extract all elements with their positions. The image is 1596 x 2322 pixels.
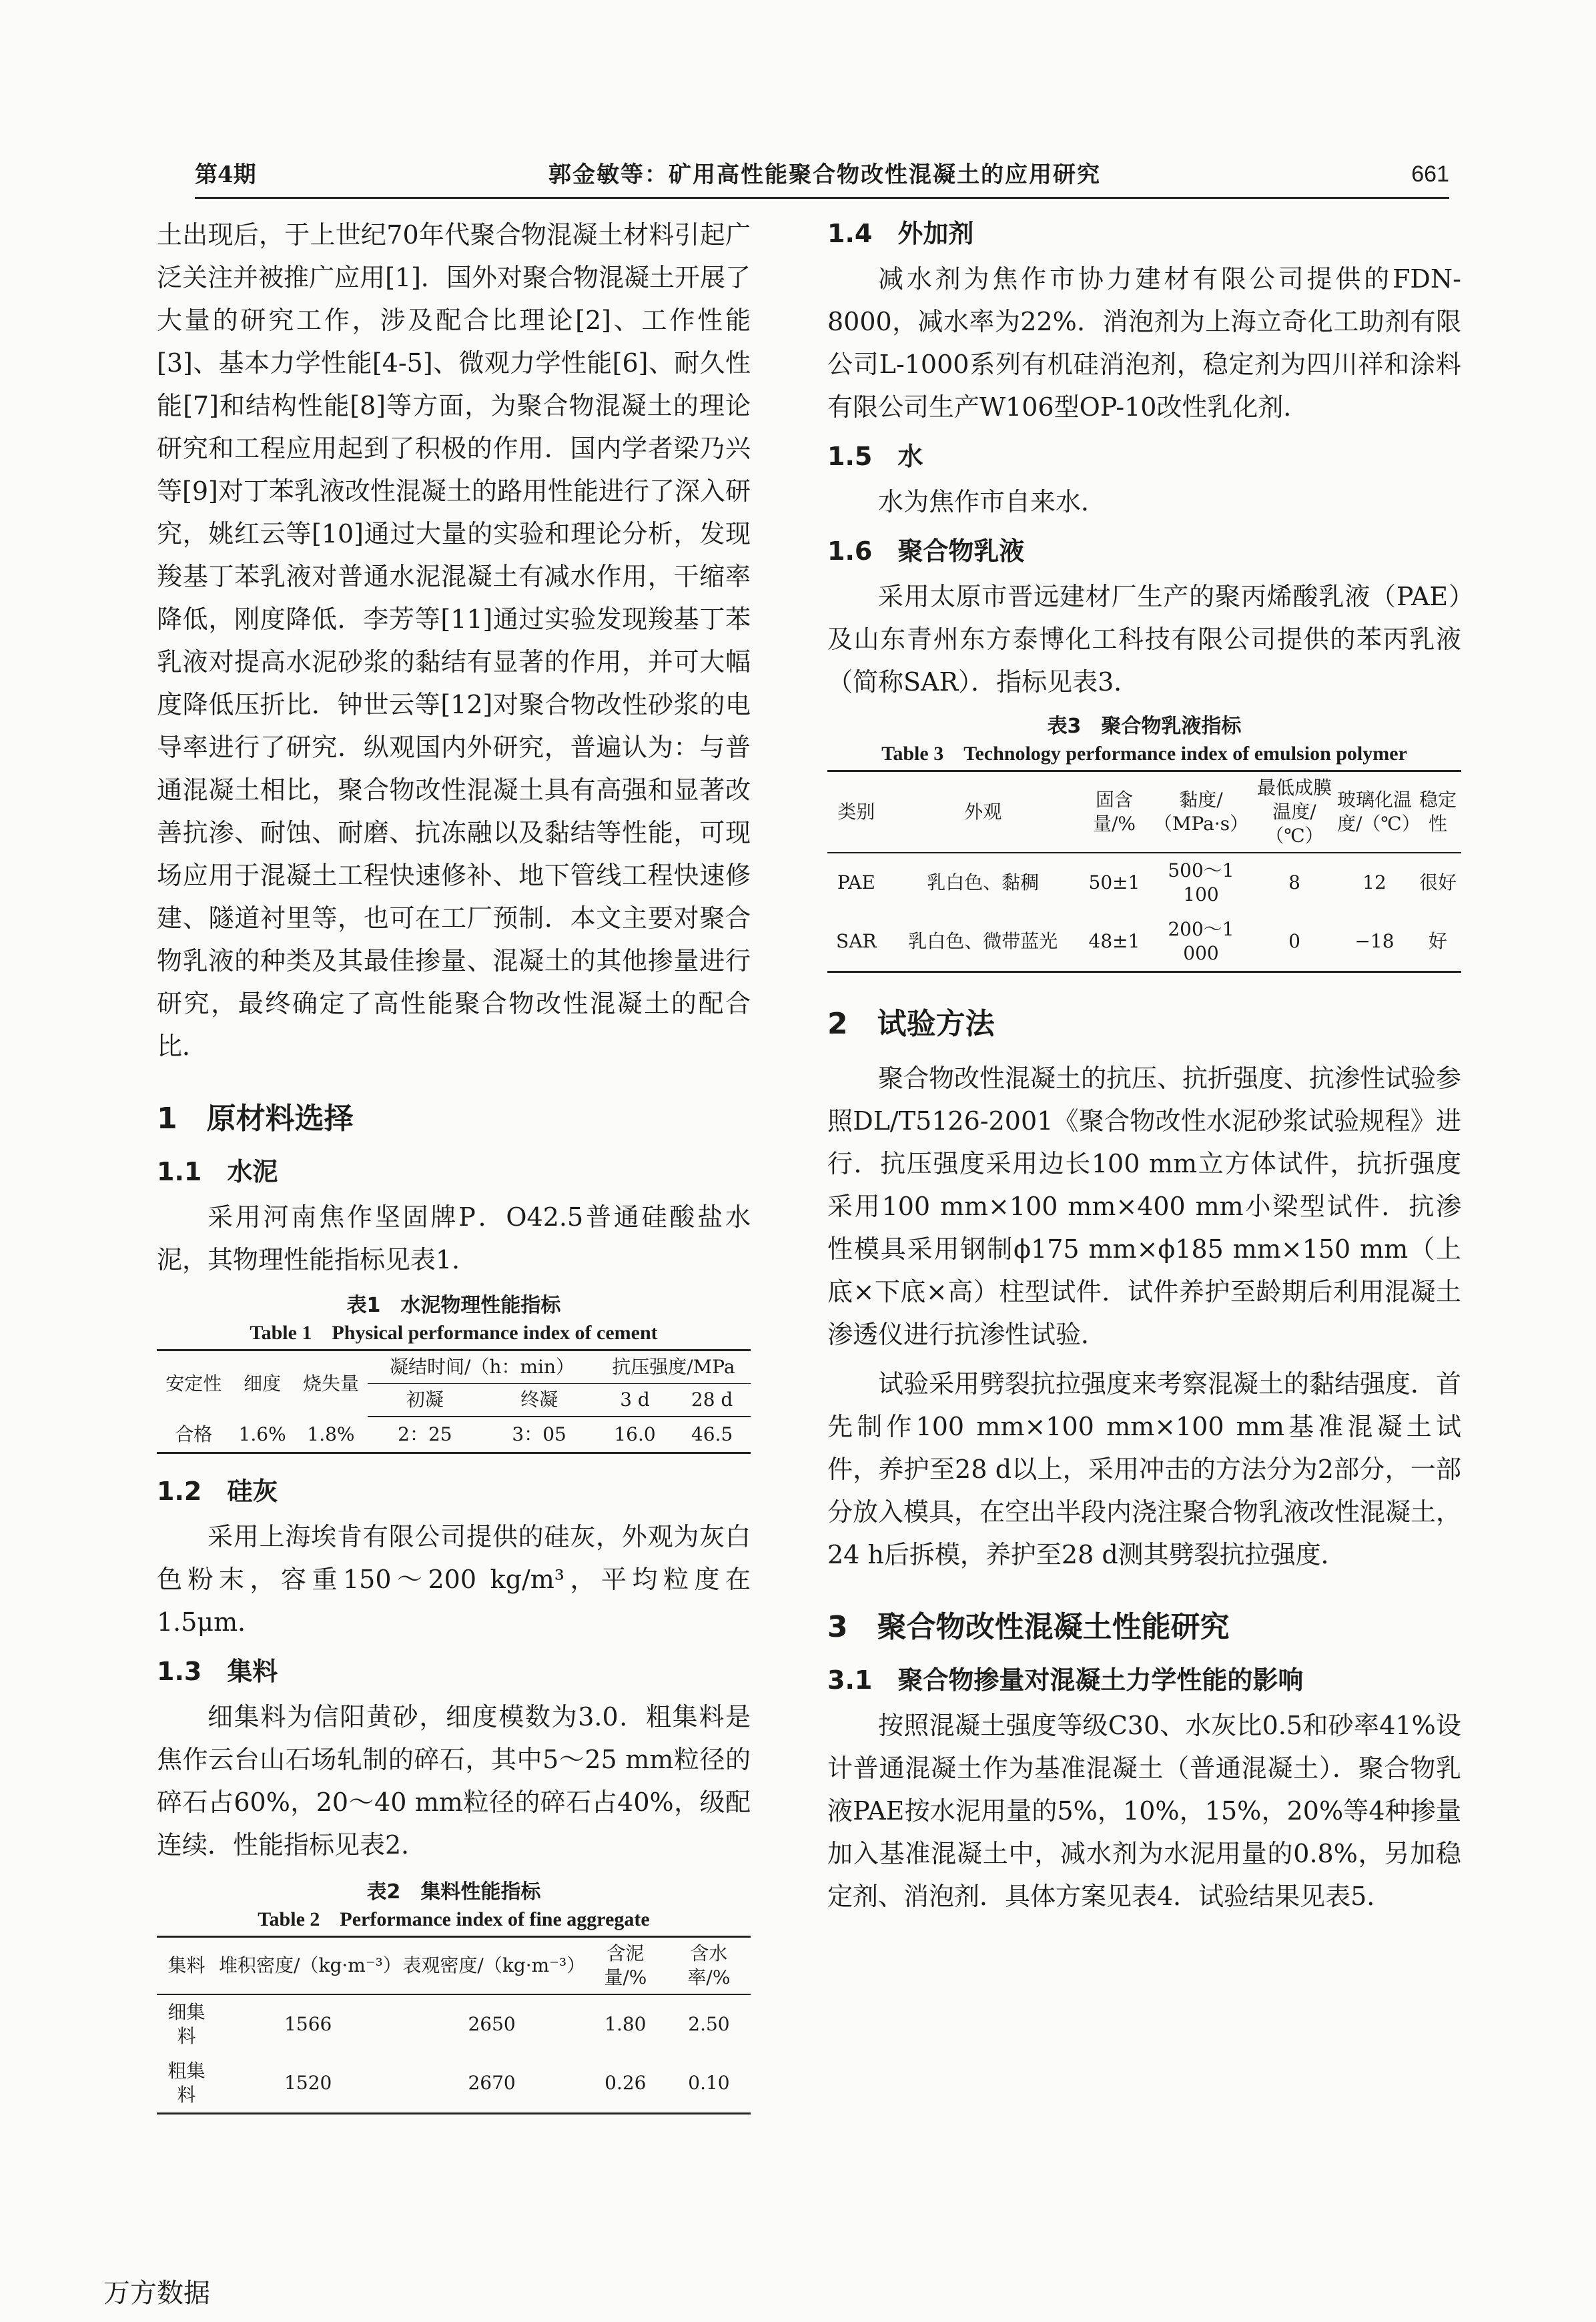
table-cell: 1.80	[605, 2013, 647, 2035]
table-2	[157, 1878, 751, 2114]
table-cell: 细集料	[167, 2001, 206, 2047]
table-cell: 很好	[1419, 871, 1457, 893]
table-header: 细度	[244, 1373, 282, 1395]
table-cell: 500～1 100	[1168, 859, 1234, 905]
table-cell: 1566	[284, 2013, 332, 2035]
table-header: 外观	[885, 771, 1081, 853]
table-header: 安定性	[165, 1373, 222, 1395]
table-row	[827, 853, 1461, 912]
emulsion-paragraph: 采用太原市晋远建材厂生产的聚丙烯酸乳液（PAE）及山东青州东方泰博化工科技有限公司提供的苯丙乳液（简称SAR）．指标见表3．	[827, 582, 1461, 697]
table-header: 集料	[157, 1937, 216, 1995]
running-title: 郭金敏等：矿用高性能聚合物改性混凝土的应用研究	[548, 161, 1101, 188]
issue-number: 第4期	[195, 161, 256, 188]
subsection-3-1-heading: 3.1 聚合物掺量对混凝土力学性能的影响	[827, 1665, 1304, 1695]
table-cell: 46.5	[691, 1423, 733, 1445]
table-header: 固含量/%	[1081, 771, 1148, 853]
table-1	[157, 1292, 751, 1454]
table-cell: 1.8%	[307, 1423, 355, 1445]
table-cell: 3：05	[512, 1423, 566, 1445]
table-cell: PAE	[837, 871, 875, 893]
test-method-paragraph-1: 聚合物改性混凝土的抗压、抗折强度、抗渗性试验参照DL/T5126-2001《聚合物改性水泥砂浆试验规程》进行．抗压强度采用边长100 mm立方体试件，抗折强度采用100 mm×100 mm×400 mm小梁型试件．抗渗性模具采用钢制ϕ175 mm×ϕ185 mm×150 mm（上底×下底×高）柱型试件．试件养护至龄期后利用混凝土渗透仪进行抗渗性试验．	[827, 1064, 1462, 1349]
admixture-paragraph: 减水剂为焦作市协力建材有限公司提供的FDN-8000，减水率为22%．消泡剂为上海立奇化工助剂有限公司L-1000系列有机硅消泡剂，稳定剂为四川祥和涂料有限公司生产W106型OP-10改性乳化剂．	[827, 264, 1461, 422]
table-1-grid	[157, 1349, 751, 1454]
left-column	[157, 214, 751, 2132]
test-method-paragraph-2: 试验采用劈裂抗拉强度来考察混凝土的黏结强度．首先制作100 mm×100 mm×100 mm基准混凝土试件，养护至28 d以上，采用冲击的方法分为2部分，一部分放入模具，在空出半段内浇注聚合物乳液改性混凝土，24 h后拆模，养护至28 d测其劈裂抗拉强度．	[827, 1369, 1462, 1569]
page-number: 661	[1411, 161, 1449, 187]
table-header: 堆积密度/（kg·m⁻³）	[216, 1937, 400, 1995]
table-cell: 2.50	[688, 2013, 730, 2035]
table-header: 抗压强度/MPa	[596, 1350, 751, 1384]
table-cell: 0.10	[688, 2072, 730, 2094]
intro-paragraph: 土出现后，于上世纪70年代聚合物混凝土材料引起广泛关注并被推广应用[1]．国外对聚合物混凝土开展了大量的研究工作，涉及配合比理论[2]、工作性能[3]、基本力学性能[4-5]、微观力学性能[6]、耐久性能[7]和结构性能[8]等方面，为聚合物混凝土的理论研究和工程应用起到了积极的作用．国内学者梁乃兴等[9]对丁苯乳液改性混凝土的路用性能进行了深入研究，姚红云等[10]通过大量的实验和理论分析，发现羧基丁苯乳液对普通水泥混凝土有减水作用，干缩率降低，刚度降低．李芳等[11]通过实验发现羧基丁苯乳液对提高水泥砂浆的黏结有显著的作用，并可大幅度降低压折比．钟世云等[12]对聚合物改性砂浆的电导率进行了研究．纵观国内外研究，普遍认为：与普通混凝土相比，聚合物改性混凝土具有高强和显著改善抗渗、耐蚀、耐磨、抗冻融以及黏结等性能，可现场应用于混凝土工程快速修补、地下管线工程快速修建、隧道衬里等，也可在工厂预制．本文主要对聚合物乳液的种类及其最佳掺量、混凝土的其他掺量进行研究，最终确定了高性能聚合物改性混凝土的配合比．	[157, 220, 751, 1061]
section-2-heading: 2 试验方法	[827, 1007, 995, 1041]
table-header: 烧失量	[302, 1373, 359, 1395]
table-header: 终凝	[482, 1384, 596, 1417]
silica-fume-paragraph: 采用上海埃肯有限公司提供的硅灰，外观为灰白色粉末，容重150～200 kg/m³，平均粒度在1.5μm．	[157, 1522, 751, 1637]
table-header: 含水率/%	[667, 1937, 751, 1995]
table-header: 凝结时间/（h：min）	[368, 1350, 596, 1384]
subsection-1-1-heading: 1.1 水泥	[157, 1157, 278, 1186]
aggregate-paragraph: 细集料为信阳黄砂，细度模数为3.0．粗集料是焦作云台山石场轧制的碎石，其中5～25 mm粒径的碎石占60%，20～40 mm粒径的碎石占40%，级配连续．性能指标见表2．	[157, 1702, 751, 1860]
subsection-1-2-heading: 1.2 硅灰	[157, 1477, 278, 1506]
section-3-heading: 3 聚合物改性混凝土性能研究	[827, 1610, 1230, 1644]
table-header: 黏度/（MPa·s）	[1148, 771, 1254, 853]
table-header: 表观密度/（kg·m⁻³）	[400, 1937, 583, 1995]
subsection-1-5-heading: 1.5 水	[827, 442, 923, 471]
table-row	[827, 912, 1461, 972]
table-3-caption: 表3 聚合物乳液指标	[1047, 715, 1242, 738]
footer-watermark: 万方数据	[103, 2278, 210, 2309]
table-header: 28 d	[673, 1384, 751, 1417]
table-cell: 50±1	[1088, 871, 1140, 893]
table-cell: 0.26	[605, 2072, 647, 2094]
table-2-grid	[157, 1936, 751, 2114]
table-row	[157, 1994, 751, 2054]
table-cell: 粗集料	[167, 2060, 206, 2106]
table-cell: 1.6%	[238, 1423, 286, 1445]
table-cell: 1520	[284, 2072, 332, 2094]
table-row	[157, 2054, 751, 2114]
table-header: 类别	[827, 771, 885, 853]
table-header: 玻璃化温度/（℃）	[1334, 771, 1415, 853]
table-cell: 乳白色、黏稠	[927, 871, 1040, 893]
table-cell: 0	[1288, 930, 1300, 952]
table-header: 最低成膜温度/（℃）	[1254, 771, 1334, 853]
table-2-caption: 表2 集料性能指标	[366, 1880, 541, 1904]
table-header: 3 d	[596, 1384, 674, 1417]
table-cell: 2：25	[398, 1423, 452, 1445]
table-header: 稳定性	[1415, 771, 1461, 853]
table-cell: 合格	[175, 1423, 213, 1445]
table-cell: SAR	[836, 930, 877, 952]
table-3-caption-en: Table 3 Technology performance index of emulsion polymer	[881, 743, 1407, 765]
table-cell: 16.0	[614, 1423, 656, 1445]
table-1-caption-en: Table 1 Physical performance index of cement	[250, 1322, 658, 1344]
table-cell: −18	[1354, 930, 1394, 952]
section-1-heading: 1 原材料选择	[157, 1102, 354, 1136]
running-header	[195, 141, 1449, 199]
table-cell: 8	[1288, 871, 1300, 893]
table-header: 初凝	[368, 1384, 482, 1417]
table-1-caption: 表1 水泥物理性能指标	[346, 1294, 561, 1317]
table-3-grid	[827, 770, 1461, 973]
table-cell: 好	[1428, 930, 1447, 952]
table-cell: 200～1 000	[1168, 918, 1234, 964]
table-header: 含泥量/%	[584, 1937, 667, 1995]
water-paragraph: 水为焦作市自来水．	[878, 487, 1107, 516]
table-2-caption-en: Table 2 Performance index of fine aggregate	[258, 1908, 650, 1930]
polymer-dosage-paragraph: 按照混凝土强度等级C30、水灰比0.5和砂率41%设计普通混凝土作为基准混凝土（普通混凝土）．聚合物乳液PAE按水泥用量的5%，10%，15%，20%等4种掺量加入基准混凝土中，减水剂为水泥用量的0.8%，另加稳定剂、消泡剂．具体方案见表4．试验结果见表5．	[827, 1711, 1461, 1911]
table-row	[157, 1417, 751, 1453]
table-cell: 2650	[468, 2013, 516, 2035]
right-column	[827, 214, 1461, 1918]
table-3	[827, 713, 1461, 973]
table-cell: 12	[1362, 871, 1386, 893]
table-cell: 乳白色、微带蓝光	[908, 930, 1058, 952]
subsection-1-4-heading: 1.4 外加剂	[827, 219, 974, 248]
subsection-1-6-heading: 1.6 聚合物乳液	[827, 536, 1025, 566]
table-cell: 2670	[468, 2072, 516, 2094]
subsection-1-3-heading: 1.3 集料	[157, 1657, 278, 1686]
table-cell: 48±1	[1088, 930, 1140, 952]
cement-paragraph: 采用河南焦作坚固牌P．O42.5普通硅酸盐水泥，其物理性能指标见表1．	[157, 1202, 751, 1274]
